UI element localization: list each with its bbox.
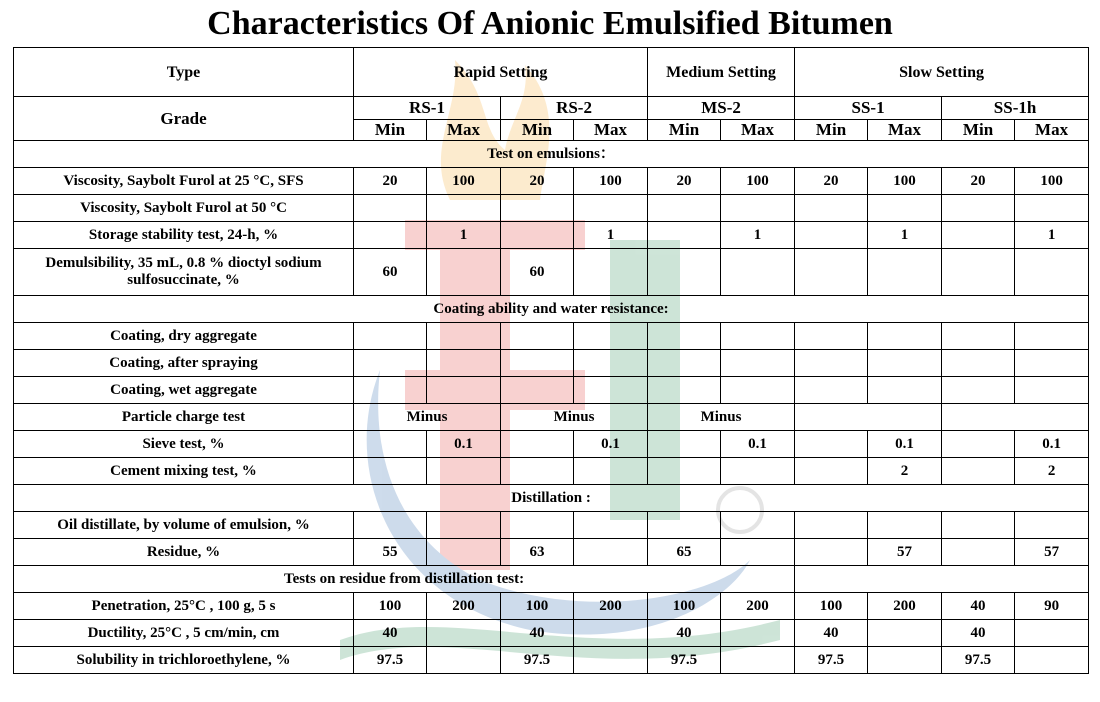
value-cell: 40 — [942, 620, 1015, 647]
value-cell — [648, 458, 721, 485]
value-cell: 20 — [354, 168, 427, 195]
max-header: Max — [721, 120, 795, 141]
value-cell — [427, 647, 501, 674]
value-cell — [1015, 350, 1089, 377]
table-row — [14, 431, 1089, 458]
table-row — [14, 539, 1089, 566]
value-cell: 20 — [501, 168, 574, 195]
value-cell — [795, 350, 868, 377]
value-cell: 200 — [427, 593, 501, 620]
property-label: Coating, wet aggregate — [14, 377, 354, 404]
value-cell — [795, 323, 868, 350]
value-cell — [574, 458, 648, 485]
grade-ss-1h: SS-1h — [942, 97, 1089, 120]
grade-label: Grade — [14, 97, 354, 141]
value-cell: 200 — [868, 593, 942, 620]
min-header: Min — [795, 120, 868, 141]
empty-cell — [795, 566, 1089, 593]
value-cell — [721, 350, 795, 377]
value-cell — [574, 377, 648, 404]
value-cell: 1 — [721, 222, 795, 249]
table-row — [14, 222, 1089, 249]
page-title: Characteristics Of Anionic Emulsified Bitumen — [207, 5, 893, 42]
value-cell — [795, 458, 868, 485]
specification-table — [13, 47, 1089, 674]
value-cell — [427, 350, 501, 377]
value-cell — [942, 458, 1015, 485]
group-slow-setting: Slow Setting — [795, 48, 1089, 97]
value-cell: 97.5 — [795, 647, 868, 674]
value-cell — [648, 350, 721, 377]
grade-ms-2: MS-2 — [648, 97, 795, 120]
value-cell: 20 — [795, 168, 868, 195]
value-cell — [1015, 647, 1089, 674]
value-cell: 1 — [1015, 222, 1089, 249]
table-row — [14, 512, 1089, 539]
value-cell — [427, 323, 501, 350]
value-cell — [721, 539, 795, 566]
property-label: Viscosity, Saybolt Furol at 25 °C, SFS — [14, 168, 354, 195]
value-cell — [795, 249, 868, 296]
value-cell: 20 — [648, 168, 721, 195]
type-header-row — [14, 48, 1089, 97]
value-cell — [354, 377, 427, 404]
table-row — [14, 249, 1089, 296]
value-cell: 57 — [1015, 539, 1089, 566]
value-cell — [868, 195, 942, 222]
value-cell: 100 — [1015, 168, 1089, 195]
value-cell: 0.1 — [427, 431, 501, 458]
value-cell — [574, 195, 648, 222]
value-cell — [1015, 195, 1089, 222]
group-medium-setting: Medium Setting — [648, 48, 795, 97]
value-cell: 20 — [942, 168, 1015, 195]
value-cell — [354, 195, 427, 222]
section-row — [14, 296, 1089, 323]
value-cell — [427, 458, 501, 485]
value-cell — [942, 249, 1015, 296]
value-cell — [427, 539, 501, 566]
value-cell: 55 — [354, 539, 427, 566]
property-label: Ductility, 25°C , 5 cm/min, cm — [14, 620, 354, 647]
property-label: Storage stability test, 24-h, % — [14, 222, 354, 249]
value-cell — [648, 323, 721, 350]
value-cell — [868, 647, 942, 674]
value-cell: 40 — [354, 620, 427, 647]
value-cell: 100 — [501, 593, 574, 620]
merged-value-cell — [942, 404, 1089, 431]
value-cell: 100 — [648, 593, 721, 620]
value-cell — [868, 377, 942, 404]
min-header: Min — [942, 120, 1015, 141]
table-row — [14, 593, 1089, 620]
value-cell: 100 — [868, 168, 942, 195]
value-cell: 100 — [427, 168, 501, 195]
property-label: Oil distillate, by volume of emulsion, % — [14, 512, 354, 539]
table-row — [14, 458, 1089, 485]
table-row — [14, 404, 1089, 431]
value-cell — [354, 431, 427, 458]
section-row — [14, 566, 1089, 593]
type-label: Type — [14, 48, 354, 97]
value-cell — [427, 377, 501, 404]
value-cell — [721, 458, 795, 485]
value-cell: 97.5 — [648, 647, 721, 674]
value-cell — [354, 458, 427, 485]
value-cell — [721, 323, 795, 350]
value-cell — [501, 222, 574, 249]
value-cell — [648, 377, 721, 404]
value-cell — [795, 222, 868, 249]
value-cell: 1 — [427, 222, 501, 249]
value-cell — [648, 249, 721, 296]
table-row — [14, 620, 1089, 647]
max-header: Max — [427, 120, 501, 141]
value-cell — [501, 458, 574, 485]
property-label: Coating, dry aggregate — [14, 323, 354, 350]
value-cell: 200 — [721, 593, 795, 620]
max-header: Max — [868, 120, 942, 141]
max-header: Max — [574, 120, 648, 141]
value-cell: 0.1 — [868, 431, 942, 458]
value-cell — [868, 249, 942, 296]
value-cell: 63 — [501, 539, 574, 566]
value-cell — [795, 431, 868, 458]
value-cell — [721, 195, 795, 222]
property-label: Viscosity, Saybolt Furol at 50 °C — [14, 195, 354, 222]
value-cell — [574, 539, 648, 566]
value-cell: 97.5 — [501, 647, 574, 674]
value-cell: 60 — [501, 249, 574, 296]
value-cell — [501, 377, 574, 404]
value-cell — [501, 512, 574, 539]
value-cell — [648, 431, 721, 458]
value-cell — [795, 512, 868, 539]
value-cell — [574, 512, 648, 539]
value-cell — [721, 377, 795, 404]
table-row — [14, 168, 1089, 195]
table-row — [14, 350, 1089, 377]
value-cell — [648, 222, 721, 249]
value-cell — [942, 539, 1015, 566]
grade-rs-2: RS-2 — [501, 97, 648, 120]
merged-value-cell: Minus — [501, 404, 648, 431]
max-header: Max — [1015, 120, 1089, 141]
value-cell — [1015, 323, 1089, 350]
value-cell — [427, 195, 501, 222]
value-cell: 2 — [868, 458, 942, 485]
table-row — [14, 195, 1089, 222]
min-header: Min — [354, 120, 427, 141]
value-cell: 100 — [721, 168, 795, 195]
value-cell — [1015, 377, 1089, 404]
section-row — [14, 485, 1089, 512]
value-cell: 65 — [648, 539, 721, 566]
min-header: Min — [501, 120, 574, 141]
value-cell: 90 — [1015, 593, 1089, 620]
merged-value-cell — [795, 404, 942, 431]
property-label: Cement mixing test, % — [14, 458, 354, 485]
value-cell: 0.1 — [1015, 431, 1089, 458]
property-label: Particle charge test — [14, 404, 354, 431]
value-cell — [574, 647, 648, 674]
value-cell — [942, 350, 1015, 377]
property-label: Solubility in trichloroethylene, % — [14, 647, 354, 674]
property-label: Demulsibility, 35 mL, 0.8 % dioctyl sodium sulfosuccinate, % — [14, 249, 354, 296]
property-label: Coating, after spraying — [14, 350, 354, 377]
value-cell — [868, 350, 942, 377]
value-cell: 2 — [1015, 458, 1089, 485]
value-cell — [1015, 620, 1089, 647]
value-cell — [501, 431, 574, 458]
value-cell — [648, 195, 721, 222]
value-cell — [574, 350, 648, 377]
table-row — [14, 323, 1089, 350]
value-cell — [427, 620, 501, 647]
value-cell — [942, 431, 1015, 458]
section-residue-tests: Tests on residue from distillation test: — [14, 566, 795, 593]
value-cell — [795, 195, 868, 222]
value-cell — [942, 195, 1015, 222]
value-cell: 1 — [868, 222, 942, 249]
value-cell — [721, 620, 795, 647]
value-cell — [1015, 249, 1089, 296]
value-cell — [868, 323, 942, 350]
grade-header-row — [14, 97, 1089, 120]
section-distillation: Distillation : — [14, 485, 1089, 512]
section-row — [14, 141, 1089, 168]
value-cell: 100 — [354, 593, 427, 620]
value-cell — [721, 512, 795, 539]
value-cell — [795, 377, 868, 404]
value-cell — [942, 222, 1015, 249]
value-cell — [574, 323, 648, 350]
value-cell — [942, 512, 1015, 539]
value-cell: 40 — [648, 620, 721, 647]
value-cell — [354, 350, 427, 377]
merged-value-cell: Minus — [648, 404, 795, 431]
value-cell — [354, 222, 427, 249]
merged-value-cell: Minus — [354, 404, 501, 431]
value-cell: 1 — [574, 222, 648, 249]
table-row — [14, 377, 1089, 404]
table-row — [14, 647, 1089, 674]
grade-ss-1: SS-1 — [795, 97, 942, 120]
value-cell: 57 — [868, 539, 942, 566]
value-cell: 200 — [574, 593, 648, 620]
value-cell — [501, 350, 574, 377]
value-cell — [648, 512, 721, 539]
value-cell — [868, 620, 942, 647]
min-header: Min — [648, 120, 721, 141]
section-coating-ability: Coating ability and water resistance: — [14, 296, 1089, 323]
property-label: Penetration, 25°C , 100 g, 5 s — [14, 593, 354, 620]
property-label: Residue, % — [14, 539, 354, 566]
value-cell — [1015, 512, 1089, 539]
value-cell — [942, 377, 1015, 404]
value-cell: 40 — [942, 593, 1015, 620]
value-cell: 60 — [354, 249, 427, 296]
value-cell — [942, 323, 1015, 350]
value-cell — [795, 539, 868, 566]
value-cell — [501, 323, 574, 350]
section-test-on-emulsions: Test on emulsions： — [14, 141, 1089, 168]
value-cell: 40 — [795, 620, 868, 647]
value-cell — [427, 249, 501, 296]
value-cell — [354, 323, 427, 350]
group-rapid-setting: Rapid Setting — [354, 48, 648, 97]
value-cell — [501, 195, 574, 222]
value-cell: 0.1 — [574, 431, 648, 458]
value-cell: 100 — [795, 593, 868, 620]
value-cell — [721, 647, 795, 674]
value-cell — [721, 249, 795, 296]
value-cell — [574, 249, 648, 296]
value-cell — [354, 512, 427, 539]
value-cell: 97.5 — [942, 647, 1015, 674]
grade-rs-1: RS-1 — [354, 97, 501, 120]
value-cell — [868, 512, 942, 539]
value-cell: 100 — [574, 168, 648, 195]
value-cell: 40 — [501, 620, 574, 647]
value-cell: 0.1 — [721, 431, 795, 458]
value-cell — [427, 512, 501, 539]
property-label: Sieve test, % — [14, 431, 354, 458]
value-cell: 97.5 — [354, 647, 427, 674]
value-cell — [574, 620, 648, 647]
